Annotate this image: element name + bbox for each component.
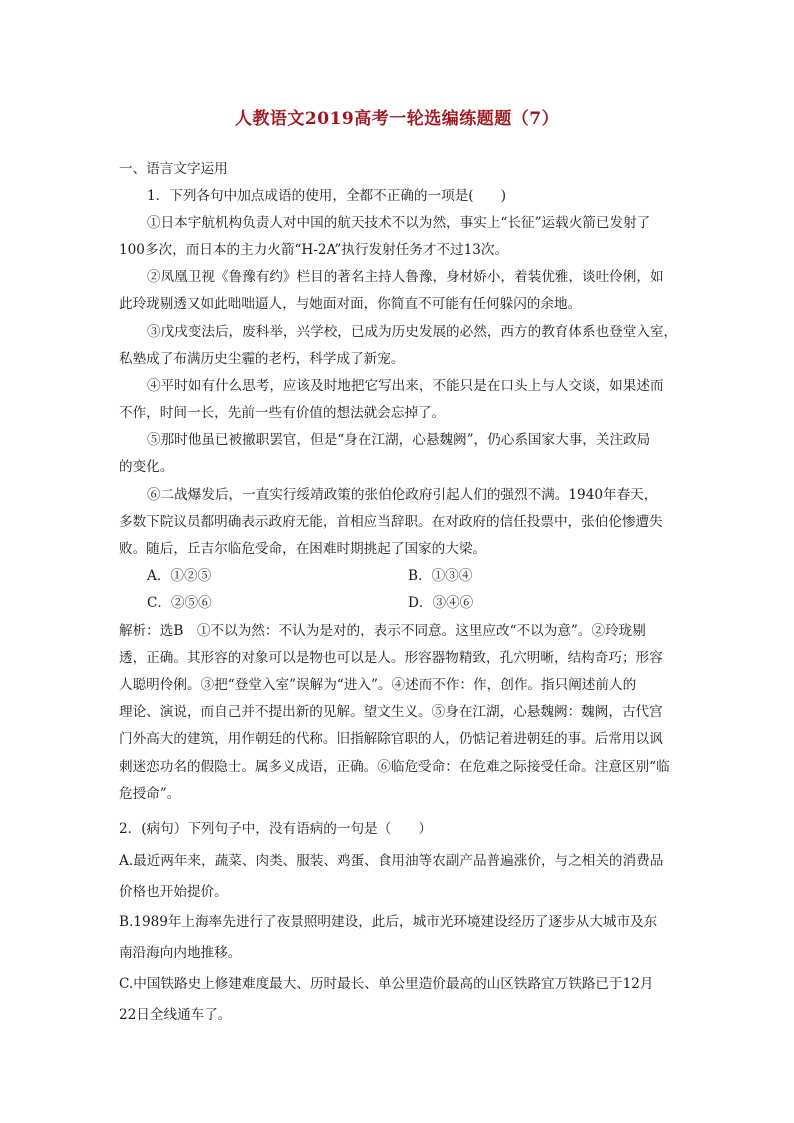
- q2-option-c-line-2: 22日全线通车了。: [119, 1007, 232, 1023]
- page-title: 人教语文2019高考一轮选编练题题（7）: [234, 109, 560, 129]
- q1-sentence-6-line-1: ⑥二战爆发后，一直实行绥靖政策的张伯伦政府引起人们的强烈不满。1940年春天，: [147, 487, 658, 503]
- q2-option-c-line-1: C.中国铁路史上修建难度最大、历时最长、单公里造价最高的山区铁路宜万铁路已于12月: [119, 976, 654, 992]
- q1-sentence-2-line-2: 此玲珑剔透又如此咄咄逼人，与她面对面，你简直不可能有任何躲闪的余地。: [119, 296, 582, 312]
- q1-sentence-3-line-1: ③戊戌变法后，废科举，兴学校，已成为历史发展的必然，西方的教育体系也登堂入室，: [147, 324, 678, 340]
- q1-sentence-6-line-2: 多数下院议员都明确表示政府无能，首相应当辞职。在对政府的信任投票中，张伯伦惨遭失: [119, 514, 663, 530]
- q1-analysis-line-4: 理论、演说，而自己并不提出新的见解。望文生义。⑤身在江湖，心悬魏阙：魏阙，古代宫: [119, 704, 663, 720]
- q1-analysis-line-2: 透，正确。其形容的对象可以是物也可以是人。形容器物精致，孔穴明晰，结构奇巧；形容: [119, 650, 663, 666]
- q2-option-b-line-1: B.1989年上海率先进行了夜景照明建设，此后，城市光环境建设经历了逐步从大城市及东: [119, 914, 658, 930]
- q1-sentence-4-line-1: ④平时如有什么思考，应该及时地把它写出来，不能只是在口头上与人交谈，如果述而: [147, 378, 664, 394]
- q1-option-c: C．②⑤⑥: [147, 595, 212, 611]
- q1-option-a: A．①②⑤: [147, 568, 212, 584]
- q2-option-a-line-2: 价格也开始提价。: [119, 884, 228, 900]
- q1-sentence-6-line-3: 败。随后，丘吉尔临危受命，在困难时期挑起了国家的大梁。: [119, 541, 487, 557]
- question-1-stem: 1．下列各句中加点成语的使用，全都不正确的一项是( ): [147, 188, 507, 204]
- q1-analysis-line-3: 人聪明伶俐。③把“登堂入室”误解为“进入”。④述而不作：作，创作。指只阐述前人的: [119, 677, 637, 693]
- q2-option-a-line-1: A.最近两年来，蔬菜、肉类、服装、鸡蛋、食用油等农副产品普遍涨价，与之相关的消费品: [119, 853, 664, 869]
- q1-analysis-line-5: 门外高大的建筑，用作朝廷的代称。旧指解除官职的人，仍惦记着进朝廷的事。后常用以讽: [119, 731, 663, 747]
- q1-analysis-line-7: 危授命”。: [119, 786, 181, 802]
- q1-option-b: B．①③④: [408, 568, 473, 584]
- q2-option-b-line-2: 南沿海向内地推移。: [119, 945, 242, 961]
- q1-analysis-line-6: 刺迷恋功名的假隐士。属多义成语，正确。⑥临危受命：在危难之际接受任命。注意区别“临: [119, 759, 670, 775]
- q1-sentence-1-line-1: ①日本宇航机构负责人对中国的航天技术不以为然，事实上“长征”运载火箭已发射了: [147, 215, 651, 231]
- q1-option-d: D．③④⑥: [408, 595, 474, 611]
- q1-sentence-1-line-2: 100多次，而日本的主力火箭“H-2A”执行发射任务才不过13次。: [119, 242, 509, 258]
- q1-sentence-5-line-1: ⑤那时他虽已被撤职罢官，但是“身在江湖，心悬魏阙”，仍心系国家大事，关注政局: [147, 432, 651, 448]
- q1-sentence-4-line-2: 不作，时间一长，先前一些有价值的想法就会忘掉了。: [119, 405, 446, 421]
- q1-analysis-line-1: 解析：选B ①不以为然：不认为是对的，表示不同意。这里应改“不以为意”。②玲珑剔: [119, 623, 646, 639]
- question-2-stem: 2．(病句）下列句子中，没有语病的一句是（ ）: [119, 821, 433, 837]
- section-heading: 一、语言文字运用: [119, 161, 228, 177]
- q1-sentence-2-line-1: ②凤凰卫视《鲁豫有约》栏目的著名主持人鲁豫，身材娇小，着装优雅，谈吐伶俐，如: [147, 269, 664, 285]
- q1-sentence-3-line-2: 私塾成了布满历史尘霾的老朽，科学成了新宠。: [119, 351, 405, 367]
- q1-sentence-5-line-2: 的变化。: [119, 459, 174, 475]
